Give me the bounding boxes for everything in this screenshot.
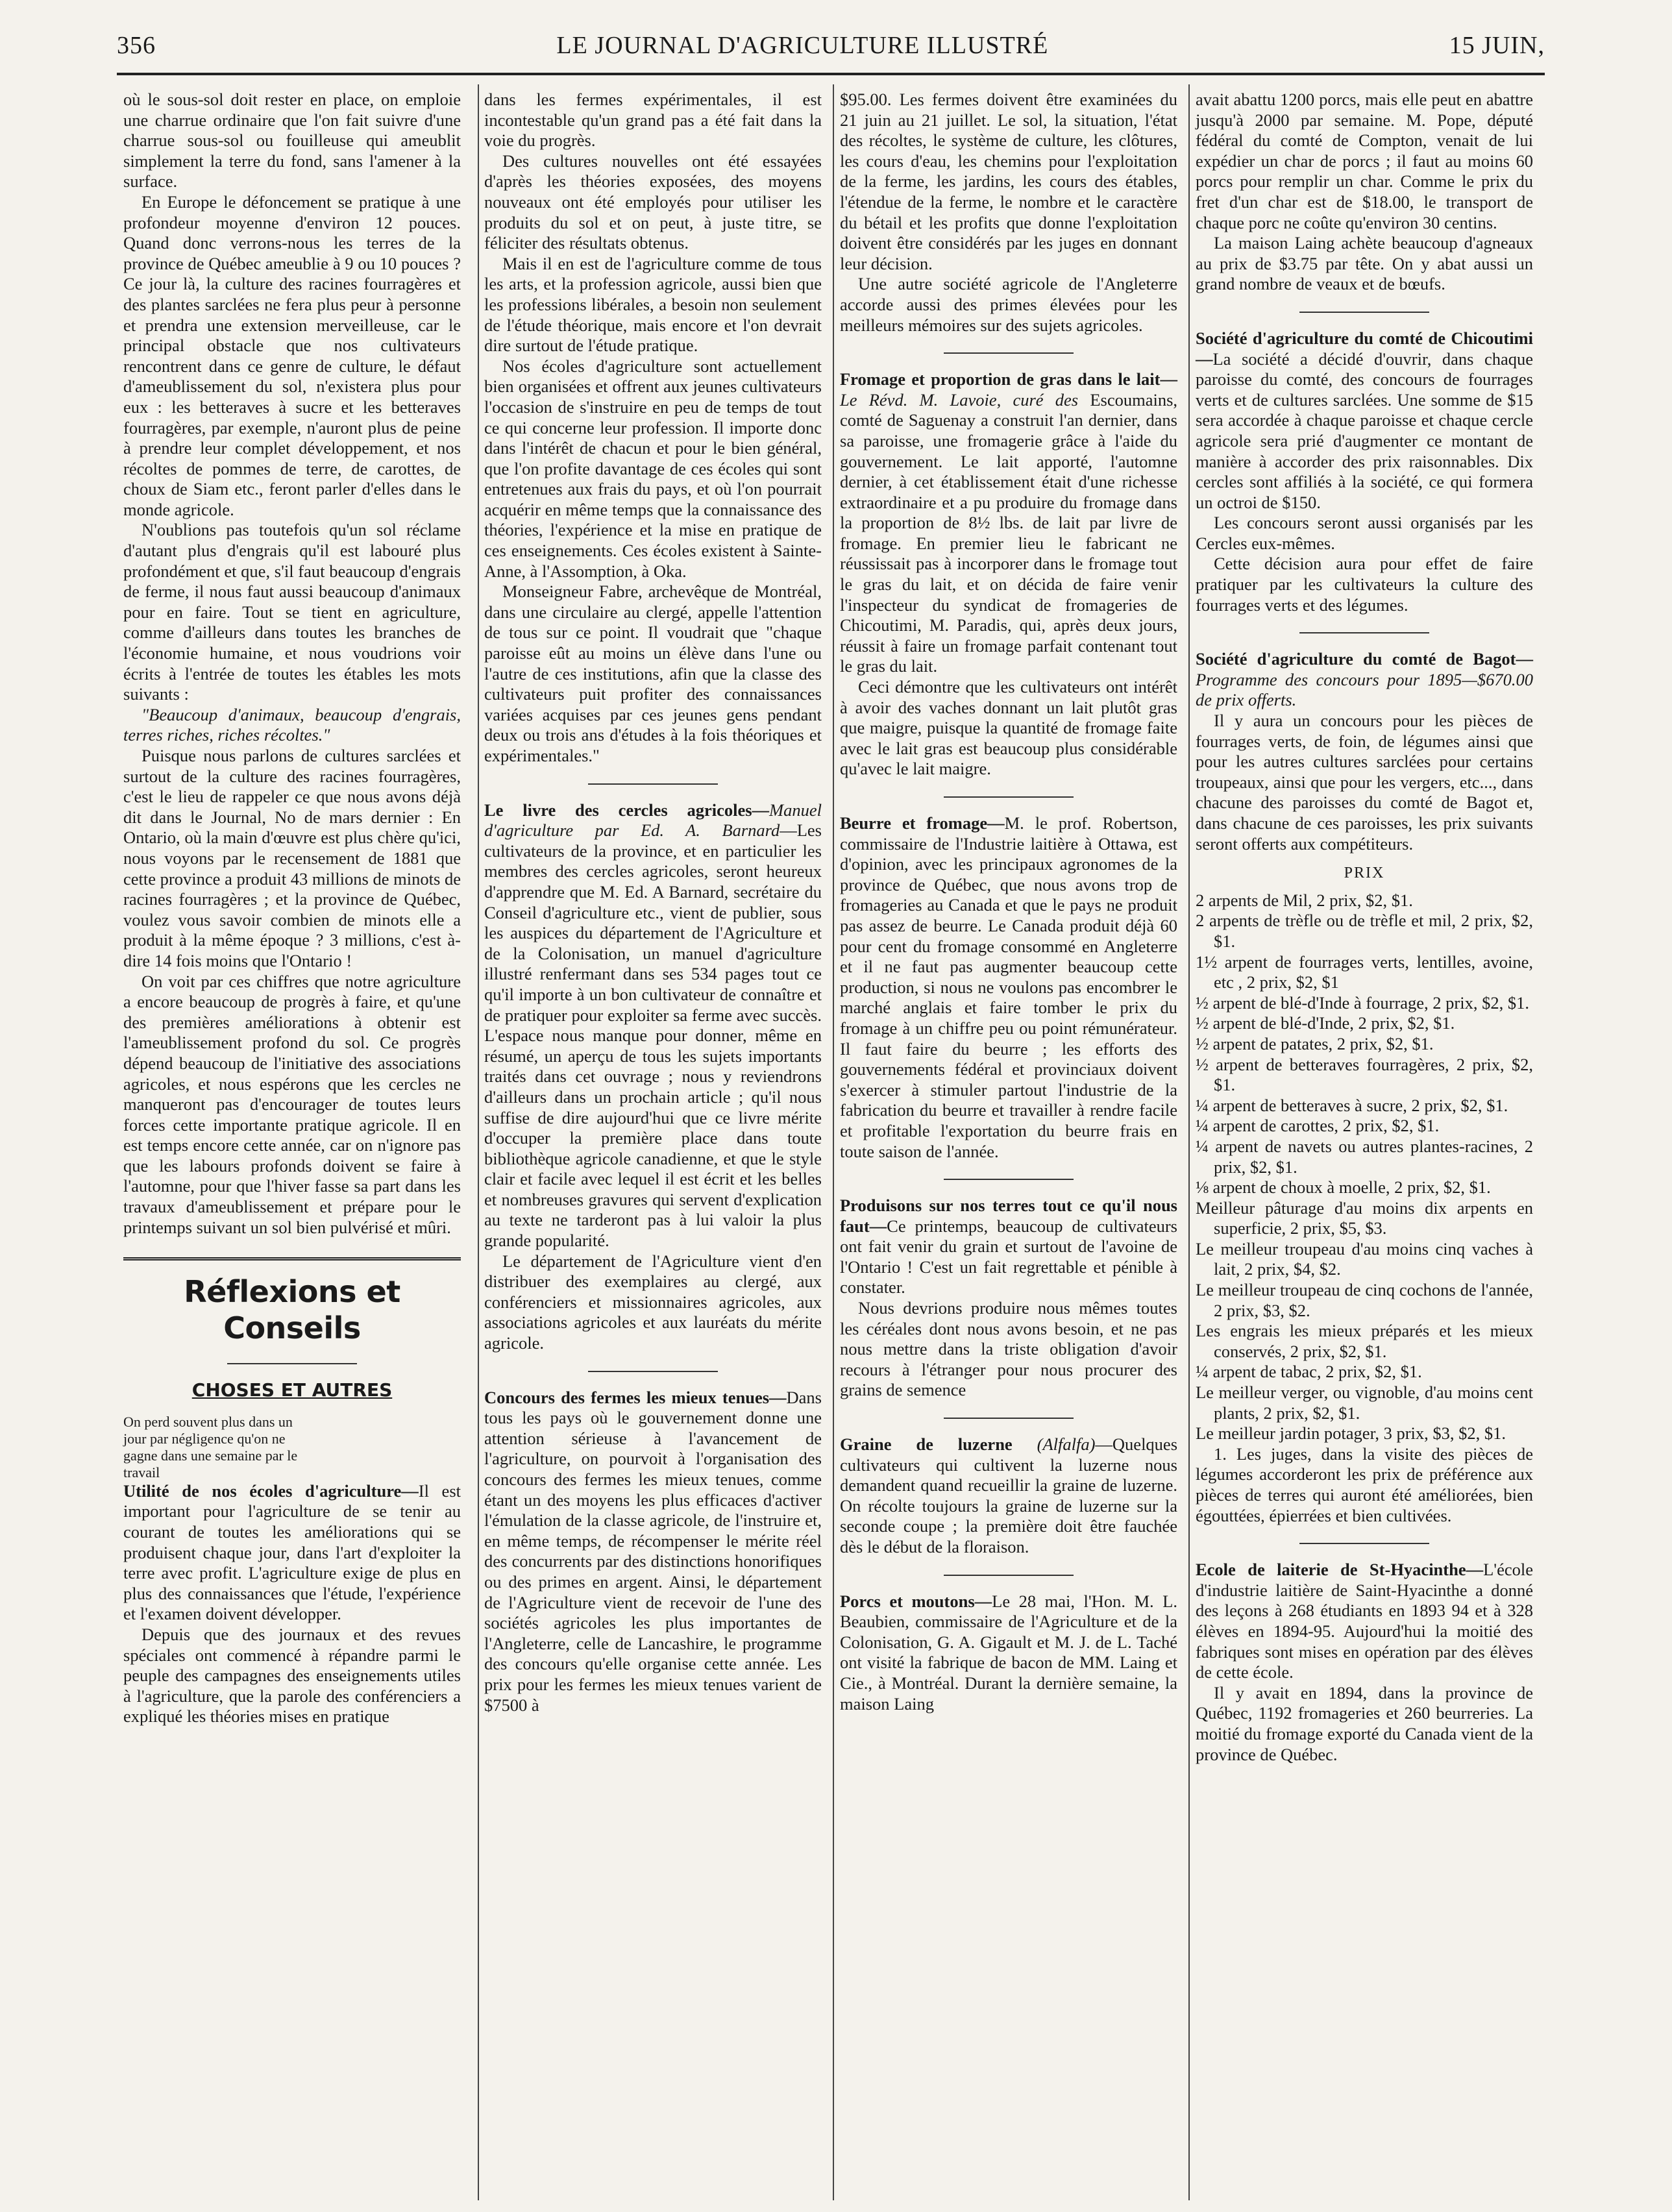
article-heading: Graine de luzerne bbox=[840, 1434, 1013, 1455]
article-body: Il est important pour l'agriculture de se tenir au courant de toutes les améliorations qui se produisent chaque jour, dans l'art d'exploiter la terre avec profit. L'agriculture exige de plus en plus des connaissances que l'étude, l'expérience et l'examen doivent développer. bbox=[123, 1481, 461, 1624]
short-rule bbox=[588, 783, 718, 785]
article-heading: Produisons sur nos terres tout ce qu'il nous faut— bbox=[840, 1196, 1177, 1236]
article-body: Ce printemps, beaucoup de cultivateurs ont fait venir du grain et surtout de l'avoine de l'Ontario ! C'est un fait regrettable et pénible à constater. bbox=[840, 1216, 1177, 1297]
prize-item: Le meilleur troupeau d'au moins cinq vaches à lait, 2 prix, $4, $2. bbox=[1196, 1238, 1533, 1279]
article-heading: Porcs et moutons— bbox=[840, 1591, 992, 1611]
short-rule bbox=[944, 352, 1074, 354]
quote: "Beaucoup d'animaux, beaucoup d'engrais, terres riches, riches récoltes." bbox=[123, 704, 461, 745]
prize-item: 2 arpents de trèfle ou de trèfle et mil, 2 prix, $2, $1. bbox=[1196, 911, 1533, 951]
prize-item: Meilleur pâturage d'au moins dix arpents en superficie, 2 prix, $5, $3. bbox=[1196, 1198, 1533, 1238]
article-body: L'école d'industrie laitière de Saint-Hyacinthe a donné des leçons à 268 étudiants en 1893 94 et à 328 élèves en 1894-95. Aujourd'hui la moitié des fabriques sont mises en opération par des élèves de cette école. bbox=[1196, 1560, 1533, 1682]
prize-item: ¼ arpent de carottes, 2 prix, $2, $1. bbox=[1196, 1116, 1440, 1136]
prize-item: 1½ arpent de fourrages verts, lentilles, avoine, etc , 2 prix, $2, $1 bbox=[1196, 952, 1533, 992]
paragraph: Il y aura un concours pour les pièces de fourrages verts, de foin, de légumes ainsi que pour les autres cultures sarclées pour certains troupeaux, ainsi que pour les vergers, etc..., dans chacune des paroisses du comté de Bagot et, dans chacune de ces paroisses, les prix suivants seront offerts aux compétiteurs. bbox=[1196, 711, 1533, 854]
header-rule bbox=[117, 73, 1545, 75]
short-rule bbox=[944, 1575, 1074, 1576]
journal-title: LE JOURNAL D'AGRICULTURE ILLUSTRÉ bbox=[556, 32, 1049, 59]
article-heading: Société d'agriculture du comté de Bagot— bbox=[1196, 649, 1533, 669]
article-heading: Fromage et proportion de gras dans le lait— bbox=[840, 369, 1177, 389]
short-rule bbox=[944, 1179, 1074, 1180]
article-heading: Ecole de laiterie de St-Hyacinthe— bbox=[1196, 1560, 1484, 1580]
paragraph: où le sous-sol doit rester en place, on emploie une charrue ordinaire que l'on fait suivre d'une charrue sous-sol ou fouilleuse qui ameublit simplement la terre du fond, sans l'amener à la surface. bbox=[123, 90, 461, 191]
paragraph: Nos écoles d'agriculture sont actuellement bien organisées et offrent aux jeunes cultivateurs l'occasion de s'instruire en peu de temps de tout ce qui concerne leur profession. Il importe donc dans l'intérêt de chacun et pour le bien général, que l'on profite davantage de ces écoles qui sont entretenues aux frais du pays, et où l'on pourrait acquérir en même temps que la connaissance des théories, l'expérience et la mise en pratique de ces enseignements. Ces écoles existent à Sainte-Anne, à l'Assomption, à Oka. bbox=[484, 356, 822, 581]
prize-item: ½ arpent de blé-d'Inde à fourrage, 2 prix, $2, $1. bbox=[1196, 992, 1529, 1013]
short-rule bbox=[588, 1371, 718, 1372]
short-rule bbox=[944, 796, 1074, 798]
short-rule bbox=[1299, 632, 1429, 633]
paragraph: Le département de l'Agriculture vient d'en distribuer des exemplaires au clergé, aux conférenciers et missionnaires agricoles, aux associations agricoles et aux lauréats du mérite agricole. bbox=[484, 1251, 822, 1353]
article-heading: Beurre et fromage— bbox=[840, 813, 1005, 833]
prize-item: ¼ arpent de tabac, 2 prix, $2, $1. bbox=[1196, 1362, 1422, 1382]
prize-item: ⅛ arpent de choux à moelle, 2 prix, $2, $1. bbox=[1196, 1177, 1491, 1198]
article-body: M. le prof. Robertson, commissaire de l'Industrie laitière à Ottawa, est d'opinion, avec les principaux agronomes de la province de Québec, que nous avons trop de fromageries au Canada et que le pays ne produit pas assez de beurre. Le Canada produit déjà 60 pour cent du fromage consommé en Angleterre et il ne faut pas augmenter beaucoup cette production, si nous ne voulons pas encombrer le marché anglais et faire tomber le prix du fromage à un chiffre peu ou point rémunérateur. Il faut faire du beurre ; les efforts des gouvernements fédéral et provinciaux doivent s'exercer à stimuler partout l'industrie de la fabrication du beurre et travailler à rendre facile et profitable l'exportation du beurre frais en toute saison de l'année. bbox=[840, 813, 1178, 1161]
paragraph: Ceci démontre que les cultivateurs ont intérêt à avoir des vaches donnant un lait plutôt gras que maigre, puisque la quantité de fromage faite avec le lait gras est beaucoup plus considérable qu'avec le lait maigre. bbox=[840, 677, 1177, 779]
prize-item: 2 arpents de Mil, 2 prix, $2, $1. bbox=[1196, 890, 1413, 910]
prize-item: ½ arpent de betteraves fourragères, 2 prix, $2, $1. bbox=[1196, 1054, 1533, 1095]
article-body: Le 28 mai, l'Hon. M. L. Beaubien, commissaire de l'Agriculture et de la Colonisation, G. A. Gigault et M. J. de L. Taché ont visité la fabrique de bacon de MM. Laing et Cie., à Montréal. Durant la dernière semaine, la maison Laing bbox=[840, 1591, 1177, 1714]
column-4 bbox=[1196, 90, 1533, 1765]
paragraph: avait abattu 1200 porcs, mais elle peut en abattre jusqu'à 2000 par semaine. M. Pope, député fédéral du comté de Compton, venait de lui expédier un char de porcs ; il faut au moins 60 porcs pour remplir un char. Comme le prix du fret d'un char est de $18.00, le transport de chaque porc ne coûte qu'environ 30 centins. bbox=[1196, 90, 1533, 232]
paragraph: Cette décision aura pour effet de faire pratiquer par les cultivateurs la culture des fourrages verts et des légumes. bbox=[1196, 554, 1533, 615]
article-heading-italic: Le Révd. M. Lavoie, curé des bbox=[840, 389, 1079, 410]
masthead bbox=[117, 26, 1545, 65]
column-divider bbox=[833, 84, 834, 2200]
article-heading-italic: Manuel d'agriculture par Ed. A. Barnard bbox=[484, 800, 822, 841]
paragraph: N'oublions pas toutefois qu'un sol réclame d'autant plus d'engrais qu'il est labouré plus profondément et que, s'il faut beaucoup d'engrais de ferme, il nous faut aussi beaucoup d'animaux pour en faire. Tout se tient en agriculture, comme d'ailleurs dans toutes les branches de l'économie humaine, et nous voudrions voir écrits à l'entrée de toutes les étables les mots suivants : bbox=[123, 520, 461, 704]
paragraph: En Europe le défoncement se pratique à une profondeur moyenne d'environ 12 pouces. Quand donc verrons-nous les terres de la province de Québec ameublie à 9 ou 10 pouces ? Ce jour là, la culture des racines fourragères et des plantes sarclées ne fera plus peur à personne et prendra une extension merveilleuse, car le principal obstacle que nos cultivateurs rencontrent dans ce genre de culture, le défaut d'ameublissement du sol, n'existera plus pour eux : les betteraves à sucre et les betteraves fourragères, par exemple, n'auront plus de peine à prendre leur complet développement, et nos récoltes de pommes de terre, de carottes, de choux de Siam etc., feront parler d'elles dans le monde agricole. bbox=[123, 191, 461, 519]
short-rule bbox=[1299, 1543, 1429, 1544]
section-rule bbox=[123, 1257, 461, 1260]
article-heading: Utilité de nos écoles d'agriculture— bbox=[123, 1481, 419, 1501]
article-heading: Le livre des cercles agricoles— bbox=[484, 800, 770, 820]
paragraph: La maison Laing achète beaucoup d'agneaux au prix de $3.75 par tête. On y abat aussi un grand nombre de veaux et de bœufs. bbox=[1196, 233, 1533, 294]
column-3 bbox=[840, 90, 1177, 1714]
article-body: —Les cultivateurs de la province, et en particulier les membres des cercles agricoles, seront heureux d'apprendre que M. Ed. A Barnard, secrétaire du Conseil d'agriculture etc., vient de publier, sous les auspices du département de l'Agriculture et de la Colonisation, un manuel d'agriculture illustré renfermant dans ses 534 pages tout ce qu'il importe à un bon cultivateur de connaître et de pratiquer pour exploiter sa ferme avec succès. L'espace nous manque pour donner, même en résumé, un aperçu de tous les sujets importants traités dans cet ouvrage ; nous y reviendrons d'ailleurs dans un prochain article ; qu'il nous suffise de dire aujourd'hui que ce livre mérite d'occuper la première place dans toute bibliothèque agricole canadienne, et que le style clair et facile avec lequel il est écrit et les belles et nombreuses gravures qui servent d'explication au texte ne tarderont pas à lui valoir la plus grande popularité. bbox=[484, 820, 822, 1251]
column-1 bbox=[123, 90, 461, 1727]
prize-item: Les engrais les mieux préparés et les mieux conservés, 2 prix, $2, $1. bbox=[1196, 1321, 1533, 1361]
paragraph: Nous devrions produire nous mêmes toutes les céréales dont nous avons besoin, et ne pas nous mettre dans la triste obligation d'avoir recours à l'étranger pour nous procurer des grains de semence bbox=[840, 1298, 1177, 1400]
paragraph: Monseigneur Fabre, archevêque de Montréal, dans une circulaire au clergé, appelle l'attention de tous sur ce point. Il voudrait que "chaque paroisse eût au moins un élève dans l'une ou l'autre de ces institutions, afin que la classe des cultivateurs puit profiter des connaissances variées acquises par ces jeunes gens pendant deux ou trois ans d'études à la fois théoriques et expérimentales." bbox=[484, 582, 822, 765]
prize-item: Le meilleur verger, ou vignoble, d'au moins cent plants, 2 prix, $2, $1. bbox=[1196, 1382, 1533, 1423]
article-body: —Quelques cultivateurs qui cultivent la luzerne nous demandent quand recueillir la graine de luzerne. On récolte toujours la graine de luzerne sur la seconde coupe ; la première doit être fauchée dès le début de la floraison. bbox=[840, 1434, 1178, 1556]
epigraph: On perd souvent plus dans un jour par négligence qu'on ne gagne dans une semaine par le travail bbox=[123, 1413, 298, 1481]
section-title: Réflexions et Conseils bbox=[184, 1274, 400, 1346]
short-rule bbox=[1299, 312, 1429, 313]
paragraph: 1. Les juges, dans la visite des pièces de légumes accorderont les prix de préférence aux pièces de terres qui auront été améliorées, bien égouttées, épierrées et bien cultivées. bbox=[1196, 1444, 1533, 1525]
prize-item: Le meilleur jardin potager, 3 prix, $3, $2, $1. bbox=[1196, 1423, 1506, 1444]
prize-item: ¼ arpent de betteraves à sucre, 2 prix, $2, $1. bbox=[1196, 1095, 1508, 1115]
prize-item: ½ arpent de patates, 2 prix, $2, $1. bbox=[1196, 1033, 1434, 1053]
short-rule bbox=[227, 1363, 357, 1364]
paragraph: Il y avait en 1894, dans la province de Québec, 1192 fromageries et 260 beurreries. La moitié du fromage exporté du Canada vient de la province de Québec. bbox=[1196, 1682, 1533, 1764]
page-number: 356 bbox=[117, 32, 156, 59]
paragraph: Des cultures nouvelles ont été essayées d'après les théories exposées, des moyens nouveaux ont été employés pour utiliser les produits du sol et on peut, à juste titre, se féliciter des résultats obtenus. bbox=[484, 151, 822, 253]
section-subtitle: CHOSES ET AUTRES bbox=[191, 1379, 393, 1401]
paragraph: Depuis que des journaux et des revues spéciales ont commencé à répandre parmi le peuple des campagnes des enseignements utiles à l'agriculture, que la parole des conférenciers a expliqué les théories mises en pratique bbox=[123, 1625, 461, 1727]
paragraph: Une autre société agricole de l'Angleterre accorde aussi des primes élevées pour les meilleurs mémoires sur des sujets agricoles. bbox=[840, 274, 1177, 335]
article-body: La société a décidé d'ouvrir, dans chaque paroisse du comté, des concours de fourrages verts et de cultures sarclées. Une somme de $15 sera accordée à chaque paroisse et chaque cercle agricole sera prié d'augmenter ce montant de manière à accorder des prix raisonnables. Dix cercles sont affiliés à la société, ce qui formera un octroi de $150. bbox=[1196, 349, 1533, 512]
column-2 bbox=[484, 90, 822, 1715]
paragraph: Mais il en est de l'agriculture comme de tous les arts, et la profession agricole, aussi bien que les professions libérales, a besoin non seulement de l'étude théorique, mais encore et l'on devrait dire surtout de l'étude pratique. bbox=[484, 253, 822, 356]
article-body: Escoumains, comté de Saguenay a construit l'an dernier, dans sa paroisse, une fromagerie grâce à l'aide du gouvernement. Le lait apporté, l'automne dernier, à cet établissement était d'une richesse extraordinaire et a pu produire du fromage dans la proportion de 8½ lbs. de lait par livre de fromage. En premier lieu le fabricant ne réussissait pas à incorporer dans le fromage tout le gras du lait, et on décida de faire venir l'inspecteur du syndicat de fromageries de Chicoutimi, M. Paradis, qui, après deux jours, réussit à faire un fromage parfait contenant tout le gras du lait. bbox=[840, 389, 1178, 676]
article-heading: Société d'agriculture du comté de Chicoutimi— bbox=[1196, 328, 1533, 369]
issue-date: 15 JUIN, bbox=[1449, 32, 1545, 59]
short-rule bbox=[944, 1418, 1074, 1419]
prize-list bbox=[1196, 891, 1533, 1444]
column-divider bbox=[1188, 84, 1190, 2200]
prize-list-title: PRIX bbox=[1344, 865, 1385, 882]
prize-item: ¼ arpent de navets ou autres plantes-racines, 2 prix, $2, $1. bbox=[1196, 1136, 1533, 1177]
paragraph: dans les fermes expérimentales, il est incontestable qu'un grand pas a été fait dans la voie du progrès. bbox=[484, 90, 822, 151]
article-body: Dans tous les pays où le gouvernement donne une attention sérieuse à l'avancement de l'agriculture, on pourvoit à l'organisation des concours des fermes les mieux tenues, comme étant un des moyens les plus efficaces d'activer l'émulation de la classe agricole, de l'instruire et, en même temps, de récompenser le mérite réel des concurrents par des distinctions honorifiques ou des primes en argent. Ainsi, le département de l'Agriculture vient de recevoir de l'une des sociétés agricoles les plus importantes de l'Angleterre, celle de Lancashire, le programme des concours qu'elle organise cette année. Les prix pour les fermes les mieux tenues varient de $7500 à bbox=[484, 1387, 822, 1715]
paragraph: Puisque nous parlons de cultures sarclées et surtout de la culture des racines fourragères, c'est le lieu de rappeler ce que nous avons déjà dit dans le Journal, No de mars dernier : En Ontario, où la main d'œuvre est plus chère qu'ici, nous voyons par le recensement de 1881 que cette province a produit 43 millions de minots de racines fourragères ; et la province de Québec, voulez vous savoir combien de minots elle a produit à la même époque ? 3 millions, c'est à-dire 14 fois moins que l'Ontario ! bbox=[123, 746, 461, 970]
prize-item: Le meilleur troupeau de cinq cochons de l'année, 2 prix, $3, $2. bbox=[1196, 1280, 1533, 1320]
column-divider bbox=[478, 84, 479, 2200]
article-heading: Concours des fermes les mieux tenues— bbox=[484, 1387, 787, 1407]
article-heading-italic: Programme des concours pour 1895—$670.00 de prix offerts. bbox=[1196, 669, 1533, 710]
paragraph: Les concours seront aussi organisés par les Cercles eux-mêmes. bbox=[1196, 513, 1533, 553]
prize-item: ½ arpent de blé-d'Inde, 2 prix, $2, $1. bbox=[1196, 1013, 1455, 1033]
article-heading-italic: (Alfalfa) bbox=[1037, 1434, 1096, 1455]
paragraph: $95.00. Les fermes doivent être examinées du 21 juin au 21 juillet. Le sol, la situation, l'état des récoltes, le système de culture, les clôtures, les cours d'eau, les chemins pour l'exploitation de la ferme, les jardins, les cours des étables, l'étendue de la ferme, le nombre et le caractère du bétail et les profits que donne l'exploitation doivent être considérés par les juges en donnant leur décision. bbox=[840, 90, 1177, 273]
paragraph: On voit par ces chiffres que notre agriculture a encore beaucoup de progrès à faire, et qu'une des premières améliorations à obtenir est l'ameublissement profond du sol. Ce progrès dépend beaucoup de l'initiative des associations agricoles, et nous espérons que les cercles ne manqueront pas d'encourager de toutes leurs forces cette importante pratique agricole. Il en est temps encore cette année, car on n'ignore pas que les labours profonds doivent se faire à l'automne, pour que l'hiver fasse sa part dans les travaux d'ameublissement et prépare pour le printemps suivant un sol bien pulvérisé et mûri. bbox=[123, 971, 461, 1237]
